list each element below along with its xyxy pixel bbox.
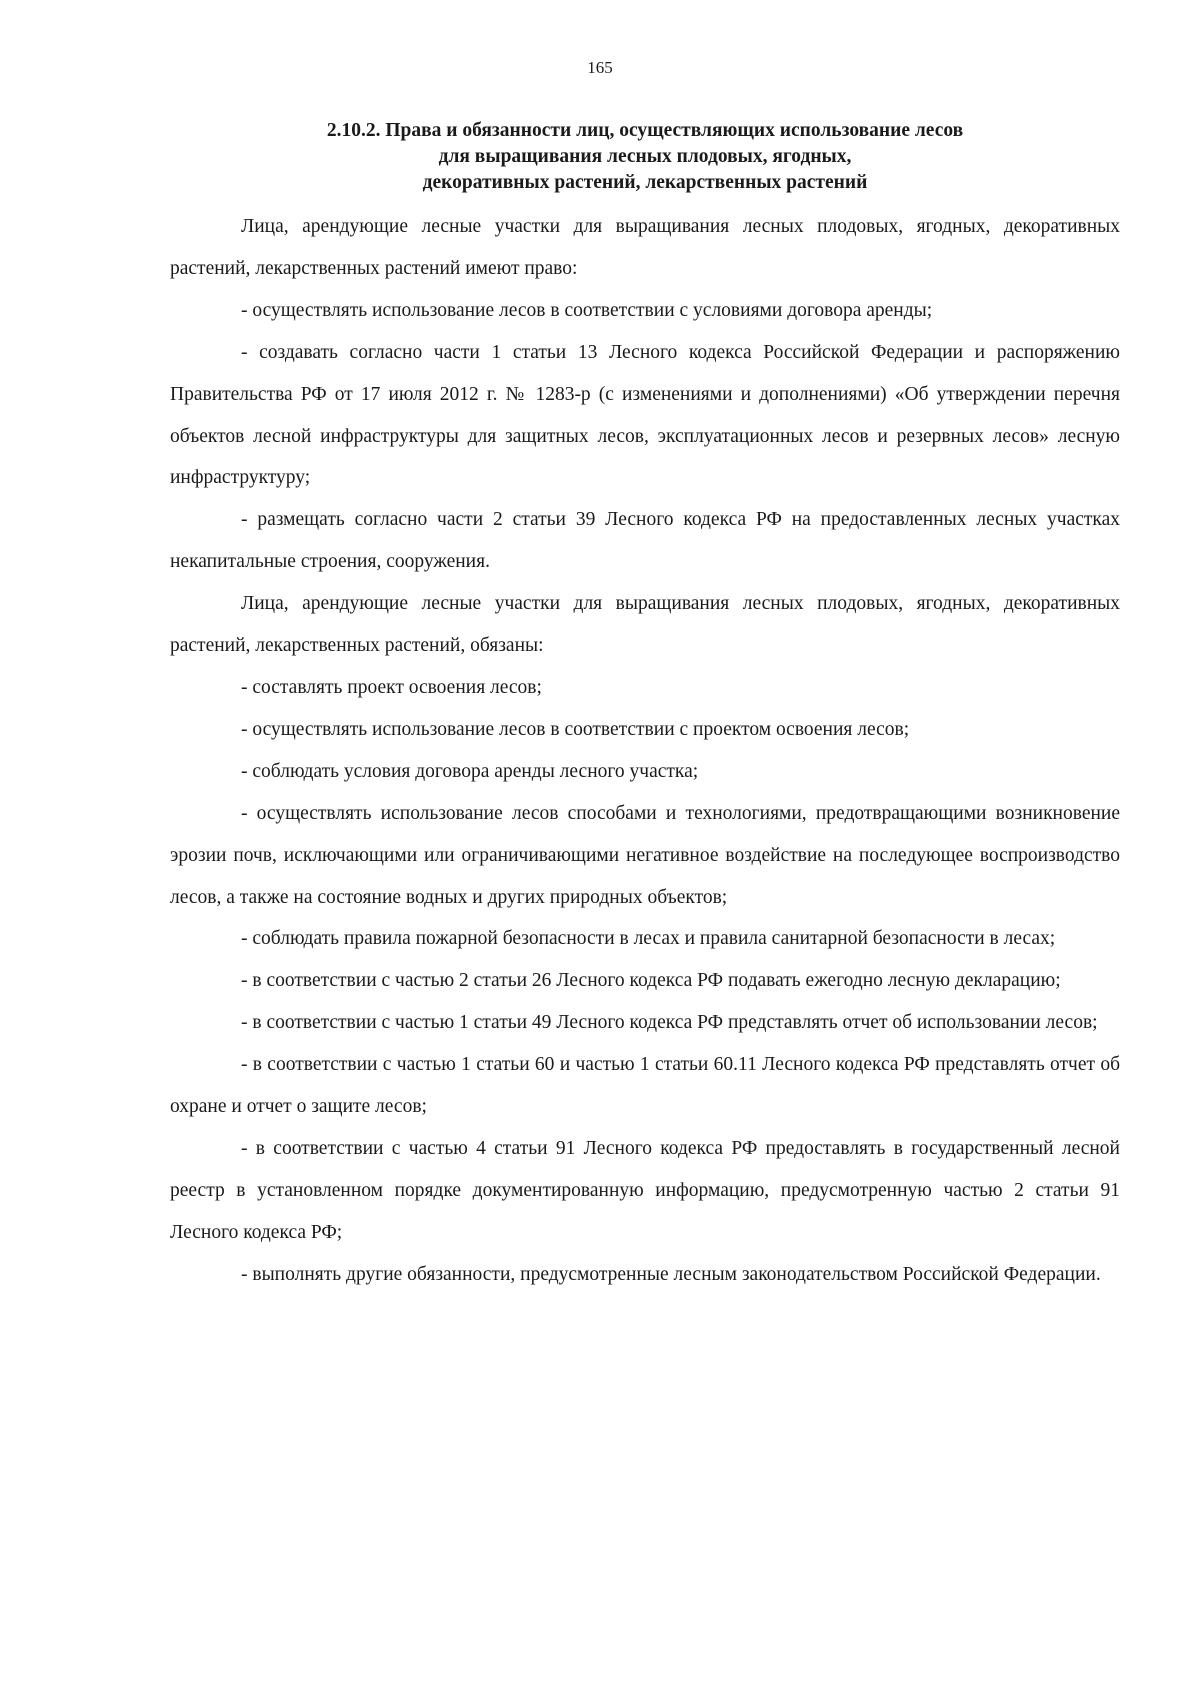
section-heading-line: для выращивания лесных плодовых, ягодных, (438, 146, 852, 167)
list-item-right: - размещать согласно части 2 статьи 39 Лесного кодекса РФ на предоставленных лесных участках некапитальные строения, сооружения. (170, 509, 1120, 573)
list-item-right: - создавать согласно части 1 статьи 13 Лесного кодекса Российской Федерации и распоряжению Правительства РФ от 17 июля 2012 г. № 1283-р (с изменениями и дополнениями) «Об утверждении перечня объектов лесной инфраструктуры для защитных лесов, эксплуатационных лесов и резервных лесов» лесную инфраструктуру; (170, 341, 1120, 489)
body-text (170, 206, 1120, 1296)
paragraph-rights-intro: Лица, арендующие лесные участки для выращивания лесных плодовых, ягодных, декоративных растений, лекарственных растений имеют право: (170, 216, 1120, 279)
list-item-duty: - соблюдать условия договора аренды лесного участка; (241, 760, 699, 782)
list-item-duty: - в соответствии с частью 1 статьи 49 Лесного кодекса РФ представлять отчет об использовании лесов; (241, 1012, 1098, 1034)
section-heading-line: 2.10.2. Права и обязанности лиц, осуществляющих использование лесов (326, 120, 964, 141)
list-item-duty: - составлять проект освоения лесов; (241, 676, 542, 698)
list-item-duty: - осуществлять использование лесов способами и технологиями, предотвращающими возникновение эрозии почв, исключающими или ограничивающими негативное воздействие на последующее воспроизводство лесов, а также на состояние водных и других природных объектов; (170, 802, 1120, 908)
page-number: 165 (587, 58, 613, 77)
list-item-duty: - в соответствии с частью 1 статьи 60 и частью 1 статьи 60.11 Лесного кодекса РФ представлять отчет об охране и отчет о защите лесов; (170, 1054, 1120, 1118)
list-item-duty: - в соответствии с частью 4 статьи 91 Лесного кодекса РФ предоставлять в государственный лесной реестр в установленном порядке документированную информацию, предусмотренную частью 2 статьи 91 Лесного кодекса РФ; (170, 1137, 1120, 1243)
list-item-duty: - в соответствии с частью 2 статьи 26 Лесного кодекса РФ подавать ежегодно лесную декларацию; (241, 970, 1061, 992)
paragraph-duties-intro: Лица, арендующие лесные участки для выращивания лесных плодовых, ягодных, декоративных растений, лекарственных растений, обязаны: (170, 593, 1120, 657)
list-item-duty: - выполнять другие обязанности, предусмотренные лесным законодательством Российской Федерации. (241, 1263, 1101, 1285)
list-item-duty: - осуществлять использование лесов в соответствии с проектом освоения лесов; (241, 718, 910, 740)
section-heading (170, 118, 1120, 196)
section-heading-line: декоративных растений, лекарственных растений (422, 172, 868, 193)
list-item-right: - осуществлять использование лесов в соответствии с условиями договора аренды; (241, 299, 933, 321)
list-item-duty: - соблюдать правила пожарной безопасности в лесах и правила санитарной безопасности в лесах; (241, 928, 1056, 950)
